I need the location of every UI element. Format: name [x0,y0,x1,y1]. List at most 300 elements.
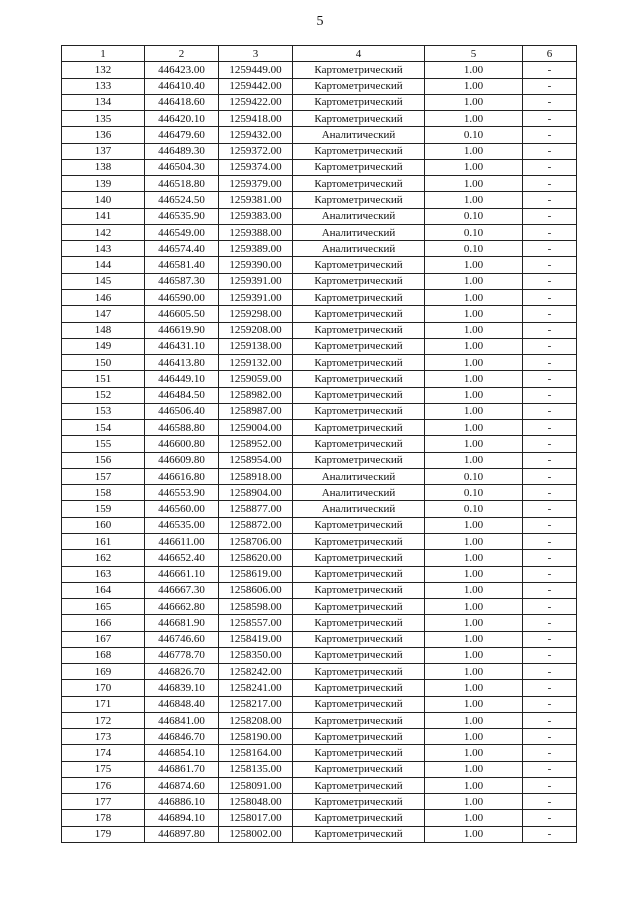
accuracy-cell: 1.00 [425,403,523,419]
note-cell: - [523,826,577,842]
table-row [62,420,577,436]
point-number-cell: 160 [62,517,145,533]
y-coordinate-cell: 1259372.00 [219,143,293,159]
table-row [62,712,577,728]
table-body [62,62,577,843]
y-coordinate-cell: 1258877.00 [219,501,293,517]
y-coordinate-cell: 1259374.00 [219,159,293,175]
accuracy-cell: 1.00 [425,810,523,826]
x-coordinate-cell: 446535.90 [145,208,219,224]
x-coordinate-cell: 446605.50 [145,306,219,322]
y-coordinate-cell: 1258952.00 [219,436,293,452]
point-number-cell: 170 [62,680,145,696]
table-row [62,729,577,745]
table-row [62,501,577,517]
x-coordinate-cell: 446661.10 [145,566,219,582]
method-cell: Картометрический [293,371,425,387]
method-cell: Картометрический [293,159,425,175]
method-cell: Аналитический [293,468,425,484]
y-coordinate-cell: 1259442.00 [219,78,293,94]
y-coordinate-cell: 1258217.00 [219,696,293,712]
accuracy-cell: 0.10 [425,485,523,501]
note-cell: - [523,452,577,468]
y-coordinate-cell: 1259422.00 [219,94,293,110]
note-cell: - [523,257,577,273]
accuracy-cell: 1.00 [425,78,523,94]
table-row [62,306,577,322]
table-row [62,208,577,224]
accuracy-cell: 1.00 [425,371,523,387]
note-cell: - [523,403,577,419]
table-row [62,192,577,208]
x-coordinate-cell: 446560.00 [145,501,219,517]
method-cell: Картометрический [293,647,425,663]
point-number-cell: 151 [62,371,145,387]
point-number-cell: 141 [62,208,145,224]
y-coordinate-cell: 1258620.00 [219,550,293,566]
method-cell: Аналитический [293,127,425,143]
y-coordinate-cell: 1258619.00 [219,566,293,582]
y-coordinate-cell: 1259208.00 [219,322,293,338]
method-cell: Аналитический [293,224,425,240]
accuracy-cell: 1.00 [425,745,523,761]
y-coordinate-cell: 1259391.00 [219,273,293,289]
table-row [62,468,577,484]
x-coordinate-cell: 446662.80 [145,599,219,615]
y-coordinate-cell: 1258904.00 [219,485,293,501]
accuracy-cell: 1.00 [425,599,523,615]
column-header: 1 [62,46,145,62]
table-row [62,826,577,842]
accuracy-cell: 1.00 [425,631,523,647]
point-number-cell: 169 [62,664,145,680]
method-cell: Картометрический [293,615,425,631]
table-row [62,111,577,127]
table-row [62,224,577,240]
accuracy-cell: 1.00 [425,94,523,110]
note-cell: - [523,696,577,712]
point-number-cell: 157 [62,468,145,484]
note-cell: - [523,712,577,728]
note-cell: - [523,777,577,793]
point-number-cell: 145 [62,273,145,289]
coordinates-table [61,45,577,843]
note-cell: - [523,338,577,354]
x-coordinate-cell: 446590.00 [145,289,219,305]
column-header: 3 [219,46,293,62]
point-number-cell: 167 [62,631,145,647]
note-cell: - [523,485,577,501]
method-cell: Картометрический [293,62,425,78]
note-cell: - [523,289,577,305]
table-row [62,94,577,110]
y-coordinate-cell: 1258598.00 [219,599,293,615]
method-cell: Картометрический [293,631,425,647]
accuracy-cell: 1.00 [425,62,523,78]
method-cell: Картометрический [293,745,425,761]
x-coordinate-cell: 446667.30 [145,582,219,598]
table-row [62,403,577,419]
method-cell: Аналитический [293,485,425,501]
point-number-cell: 172 [62,712,145,728]
note-cell: - [523,94,577,110]
note-cell: - [523,127,577,143]
note-cell: - [523,680,577,696]
column-header: 2 [145,46,219,62]
x-coordinate-cell: 446839.10 [145,680,219,696]
method-cell: Аналитический [293,501,425,517]
accuracy-cell: 1.00 [425,355,523,371]
y-coordinate-cell: 1258982.00 [219,387,293,403]
y-coordinate-cell: 1258164.00 [219,745,293,761]
table-row [62,338,577,354]
point-number-cell: 148 [62,322,145,338]
method-cell: Картометрический [293,176,425,192]
table-row [62,485,577,501]
table-row [62,289,577,305]
note-cell: - [523,550,577,566]
accuracy-cell: 1.00 [425,111,523,127]
method-cell: Картометрический [293,257,425,273]
x-coordinate-cell: 446581.40 [145,257,219,273]
accuracy-cell: 1.00 [425,338,523,354]
method-cell: Картометрический [293,696,425,712]
method-cell: Картометрический [293,387,425,403]
method-cell: Картометрический [293,306,425,322]
point-number-cell: 159 [62,501,145,517]
accuracy-cell: 1.00 [425,777,523,793]
point-number-cell: 175 [62,761,145,777]
point-number-cell: 144 [62,257,145,273]
x-coordinate-cell: 446420.10 [145,111,219,127]
table-row [62,615,577,631]
point-number-cell: 134 [62,94,145,110]
accuracy-cell: 1.00 [425,615,523,631]
note-cell: - [523,355,577,371]
point-number-cell: 139 [62,176,145,192]
method-cell: Картометрический [293,436,425,452]
x-coordinate-cell: 446854.10 [145,745,219,761]
method-cell: Картометрический [293,550,425,566]
method-cell: Картометрический [293,143,425,159]
point-number-cell: 164 [62,582,145,598]
table-row [62,550,577,566]
x-coordinate-cell: 446553.90 [145,485,219,501]
accuracy-cell: 0.10 [425,468,523,484]
point-number-cell: 146 [62,289,145,305]
note-cell: - [523,306,577,322]
y-coordinate-cell: 1259390.00 [219,257,293,273]
point-number-cell: 166 [62,615,145,631]
x-coordinate-cell: 446616.80 [145,468,219,484]
x-coordinate-cell: 446826.70 [145,664,219,680]
x-coordinate-cell: 446778.70 [145,647,219,663]
y-coordinate-cell: 1258706.00 [219,533,293,549]
note-cell: - [523,241,577,257]
method-cell: Аналитический [293,208,425,224]
point-number-cell: 177 [62,794,145,810]
method-cell: Картометрический [293,810,425,826]
y-coordinate-cell: 1258002.00 [219,826,293,842]
y-coordinate-cell: 1258987.00 [219,403,293,419]
accuracy-cell: 1.00 [425,420,523,436]
table-row [62,273,577,289]
table-row [62,159,577,175]
column-header: 5 [425,46,523,62]
method-cell: Картометрический [293,420,425,436]
table-row [62,680,577,696]
method-cell: Картометрический [293,322,425,338]
table-row [62,127,577,143]
point-number-cell: 143 [62,241,145,257]
note-cell: - [523,631,577,647]
x-coordinate-cell: 446549.00 [145,224,219,240]
accuracy-cell: 0.10 [425,224,523,240]
table-header-row [62,46,577,62]
x-coordinate-cell: 446846.70 [145,729,219,745]
note-cell: - [523,420,577,436]
accuracy-cell: 1.00 [425,761,523,777]
note-cell: - [523,517,577,533]
table-row [62,143,577,159]
note-cell: - [523,273,577,289]
y-coordinate-cell: 1259388.00 [219,224,293,240]
method-cell: Картометрический [293,533,425,549]
accuracy-cell: 1.00 [425,696,523,712]
accuracy-cell: 1.00 [425,729,523,745]
x-coordinate-cell: 446681.90 [145,615,219,631]
table-row [62,176,577,192]
x-coordinate-cell: 446413.80 [145,355,219,371]
y-coordinate-cell: 1258241.00 [219,680,293,696]
method-cell: Картометрический [293,452,425,468]
note-cell: - [523,729,577,745]
x-coordinate-cell: 446489.30 [145,143,219,159]
accuracy-cell: 0.10 [425,241,523,257]
accuracy-cell: 0.10 [425,127,523,143]
y-coordinate-cell: 1258606.00 [219,582,293,598]
accuracy-cell: 0.10 [425,501,523,517]
method-cell: Картометрический [293,517,425,533]
point-number-cell: 149 [62,338,145,354]
table-row [62,696,577,712]
note-cell: - [523,647,577,663]
y-coordinate-cell: 1258091.00 [219,777,293,793]
x-coordinate-cell: 446574.40 [145,241,219,257]
table-row [62,517,577,533]
point-number-cell: 173 [62,729,145,745]
table-row [62,761,577,777]
point-number-cell: 142 [62,224,145,240]
table-row [62,452,577,468]
method-cell: Картометрический [293,566,425,582]
method-cell: Картометрический [293,761,425,777]
accuracy-cell: 1.00 [425,517,523,533]
y-coordinate-cell: 1258350.00 [219,647,293,663]
point-number-cell: 133 [62,78,145,94]
x-coordinate-cell: 446588.80 [145,420,219,436]
point-number-cell: 165 [62,599,145,615]
note-cell: - [523,111,577,127]
y-coordinate-cell: 1258017.00 [219,810,293,826]
point-number-cell: 140 [62,192,145,208]
accuracy-cell: 1.00 [425,566,523,582]
table-row [62,436,577,452]
table-row [62,777,577,793]
table-row [62,371,577,387]
table-row [62,78,577,94]
column-header: 6 [523,46,577,62]
point-number-cell: 158 [62,485,145,501]
table-row [62,745,577,761]
point-number-cell: 179 [62,826,145,842]
method-cell: Картометрический [293,712,425,728]
table-row [62,322,577,338]
y-coordinate-cell: 1259389.00 [219,241,293,257]
point-number-cell: 163 [62,566,145,582]
note-cell: - [523,566,577,582]
note-cell: - [523,761,577,777]
x-coordinate-cell: 446410.40 [145,78,219,94]
point-number-cell: 136 [62,127,145,143]
y-coordinate-cell: 1258135.00 [219,761,293,777]
method-cell: Картометрический [293,78,425,94]
x-coordinate-cell: 446431.10 [145,338,219,354]
method-cell: Картометрический [293,192,425,208]
point-number-cell: 153 [62,403,145,419]
x-coordinate-cell: 446619.90 [145,322,219,338]
accuracy-cell: 1.00 [425,550,523,566]
accuracy-cell: 1.00 [425,582,523,598]
point-number-cell: 162 [62,550,145,566]
y-coordinate-cell: 1258419.00 [219,631,293,647]
y-coordinate-cell: 1259418.00 [219,111,293,127]
accuracy-cell: 1.00 [425,306,523,322]
x-coordinate-cell: 446535.00 [145,517,219,533]
point-number-cell: 135 [62,111,145,127]
note-cell: - [523,78,577,94]
x-coordinate-cell: 446587.30 [145,273,219,289]
method-cell: Аналитический [293,241,425,257]
table-row [62,566,577,582]
table-row [62,599,577,615]
table-row [62,257,577,273]
x-coordinate-cell: 446479.60 [145,127,219,143]
accuracy-cell: 1.00 [425,452,523,468]
x-coordinate-cell: 446418.60 [145,94,219,110]
note-cell: - [523,501,577,517]
accuracy-cell: 1.00 [425,192,523,208]
accuracy-cell: 1.00 [425,387,523,403]
note-cell: - [523,143,577,159]
point-number-cell: 147 [62,306,145,322]
note-cell: - [523,533,577,549]
note-cell: - [523,664,577,680]
y-coordinate-cell: 1259383.00 [219,208,293,224]
note-cell: - [523,810,577,826]
y-coordinate-cell: 1259379.00 [219,176,293,192]
note-cell: - [523,224,577,240]
note-cell: - [523,192,577,208]
note-cell: - [523,62,577,78]
x-coordinate-cell: 446449.10 [145,371,219,387]
x-coordinate-cell: 446848.40 [145,696,219,712]
y-coordinate-cell: 1258954.00 [219,452,293,468]
table-row [62,647,577,663]
accuracy-cell: 1.00 [425,257,523,273]
point-number-cell: 178 [62,810,145,826]
method-cell: Картометрический [293,599,425,615]
method-cell: Картометрический [293,355,425,371]
point-number-cell: 155 [62,436,145,452]
point-number-cell: 168 [62,647,145,663]
method-cell: Картометрический [293,777,425,793]
note-cell: - [523,159,577,175]
y-coordinate-cell: 1258557.00 [219,615,293,631]
table-row [62,355,577,371]
y-coordinate-cell: 1258242.00 [219,664,293,680]
y-coordinate-cell: 1259432.00 [219,127,293,143]
accuracy-cell: 1.00 [425,712,523,728]
table-row [62,810,577,826]
x-coordinate-cell: 446897.80 [145,826,219,842]
accuracy-cell: 1.00 [425,826,523,842]
accuracy-cell: 1.00 [425,664,523,680]
y-coordinate-cell: 1259381.00 [219,192,293,208]
x-coordinate-cell: 446894.10 [145,810,219,826]
method-cell: Картометрический [293,826,425,842]
accuracy-cell: 1.00 [425,159,523,175]
accuracy-cell: 1.00 [425,794,523,810]
x-coordinate-cell: 446484.50 [145,387,219,403]
method-cell: Картометрический [293,582,425,598]
note-cell: - [523,208,577,224]
accuracy-cell: 1.00 [425,436,523,452]
method-cell: Картометрический [293,729,425,745]
note-cell: - [523,371,577,387]
table-row [62,62,577,78]
x-coordinate-cell: 446874.60 [145,777,219,793]
point-number-cell: 174 [62,745,145,761]
y-coordinate-cell: 1258048.00 [219,794,293,810]
point-number-cell: 132 [62,62,145,78]
x-coordinate-cell: 446504.30 [145,159,219,175]
point-number-cell: 150 [62,355,145,371]
point-number-cell: 138 [62,159,145,175]
table-row [62,241,577,257]
table-row [62,533,577,549]
x-coordinate-cell: 446600.80 [145,436,219,452]
method-cell: Картометрический [293,289,425,305]
point-number-cell: 171 [62,696,145,712]
page-number: 5 [316,14,324,29]
note-cell: - [523,745,577,761]
y-coordinate-cell: 1259132.00 [219,355,293,371]
y-coordinate-cell: 1259391.00 [219,289,293,305]
note-cell: - [523,615,577,631]
accuracy-cell: 1.00 [425,680,523,696]
note-cell: - [523,582,577,598]
point-number-cell: 154 [62,420,145,436]
y-coordinate-cell: 1258190.00 [219,729,293,745]
x-coordinate-cell: 446746.60 [145,631,219,647]
note-cell: - [523,322,577,338]
method-cell: Картометрический [293,338,425,354]
column-header: 4 [293,46,425,62]
method-cell: Картометрический [293,94,425,110]
x-coordinate-cell: 446611.00 [145,533,219,549]
x-coordinate-cell: 446886.10 [145,794,219,810]
